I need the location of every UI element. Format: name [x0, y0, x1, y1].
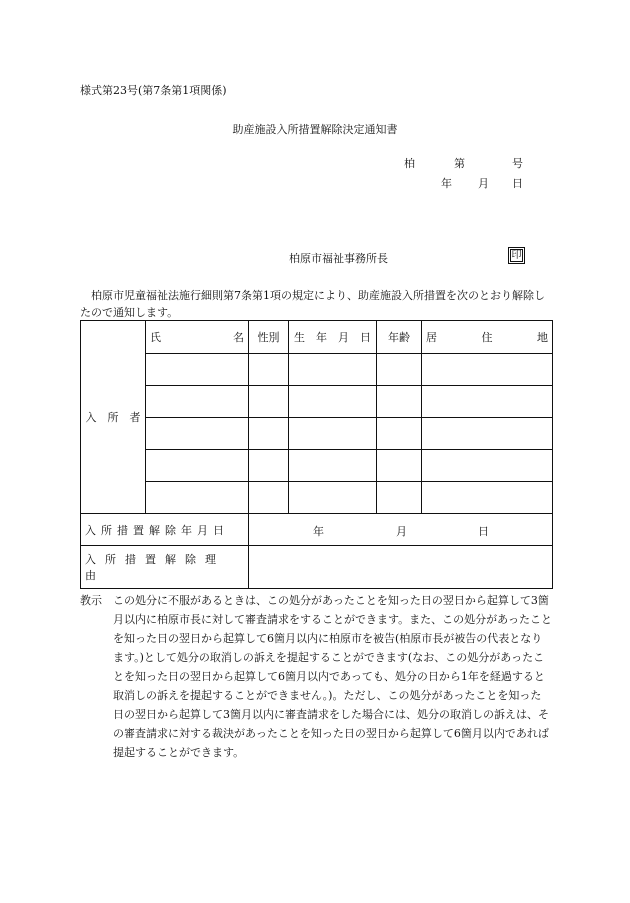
header-birth: 生 年 月 日 [289, 321, 377, 354]
table-row [81, 354, 553, 386]
sex-cell[interactable] [249, 482, 289, 514]
name-cell[interactable] [146, 386, 249, 418]
name-cell[interactable] [146, 450, 249, 482]
age-cell[interactable] [377, 386, 422, 418]
release-year: 年 [313, 524, 324, 538]
name-cell[interactable] [146, 354, 249, 386]
release-reason-field[interactable] [249, 546, 553, 589]
section-label-resident: 入 所 者 [81, 321, 146, 514]
birth-cell[interactable] [289, 386, 377, 418]
name-cell[interactable] [146, 482, 249, 514]
header-age: 年齢 [377, 321, 422, 354]
age-cell[interactable] [377, 450, 422, 482]
document-title: 助産施設入所措置解除決定通知書 [232, 123, 398, 136]
table-row [81, 482, 553, 514]
name-cell[interactable] [146, 418, 249, 450]
date-month: 月 [478, 177, 489, 190]
notice-label: 教示 [80, 594, 102, 607]
notice-text: この処分に不服があるときは、この処分があったことを知った日の翌日から起算して3箇月以内に柏原市長に対して審査請求をすることができます。また、この処分があったことを知った日の翌日から起算して6箇月以内に柏原市を被告(柏原市長が被告の代表となります。)として処分の取消しの訴えを提起することができます(なお、この処分があったことを知った日の翌日から起算して6箇月以内であっても、処分の日から1年を経過すると取消しの訴えを提起することができません。)。ただし、この処分があったことを知った日の翌日から起算して3箇月以内に審査請求をした場合には、処分の取消しの訴えは、その審査請求に対する裁決があったことを知った日の翌日から起算して6箇月以内であれば提起することができます。 [113, 594, 553, 759]
city-prefix: 柏 [404, 157, 415, 170]
sex-cell[interactable] [249, 386, 289, 418]
birth-cell[interactable] [289, 482, 377, 514]
birth-cell[interactable] [289, 418, 377, 450]
issuer-name: 柏原市福祉事務所長 [289, 252, 388, 265]
date-day: 日 [512, 177, 523, 190]
release-reason-label: 入所措置解除理由 [81, 546, 249, 589]
address-cell[interactable] [422, 354, 553, 386]
birth-cell[interactable] [289, 450, 377, 482]
header-sex: 性別 [249, 321, 289, 354]
seal-mark: 印 [508, 247, 525, 264]
address-cell[interactable] [422, 450, 553, 482]
notice-block [80, 591, 552, 762]
body-text: 柏原市児童福祉法施行細則第7条第1項の規定により、助産施設入所措置を次のとおり解除したので通知します。 [80, 289, 545, 319]
release-month: 月 [396, 524, 407, 538]
birth-cell[interactable] [289, 354, 377, 386]
release-date-label: 入所措置解除年月日 [81, 514, 249, 546]
header-name: 氏 名 [146, 321, 249, 354]
date-year: 年 [441, 177, 452, 190]
sex-cell[interactable] [249, 450, 289, 482]
sex-cell[interactable] [249, 418, 289, 450]
resident-table [80, 320, 553, 589]
form-number: 様式第23号(第7条第1項関係) [80, 84, 227, 97]
header-address: 居 住 地 [422, 321, 553, 354]
age-cell[interactable] [377, 418, 422, 450]
release-day: 日 [478, 524, 489, 538]
address-cell[interactable] [422, 418, 553, 450]
release-date-field[interactable] [249, 514, 553, 546]
number-go: 号 [512, 157, 523, 170]
table-row [81, 450, 553, 482]
table-row [81, 386, 553, 418]
sex-cell[interactable] [249, 354, 289, 386]
age-cell[interactable] [377, 354, 422, 386]
address-cell[interactable] [422, 482, 553, 514]
number-dai: 第 [454, 157, 465, 170]
table-row [81, 418, 553, 450]
address-cell[interactable] [422, 386, 553, 418]
age-cell[interactable] [377, 482, 422, 514]
